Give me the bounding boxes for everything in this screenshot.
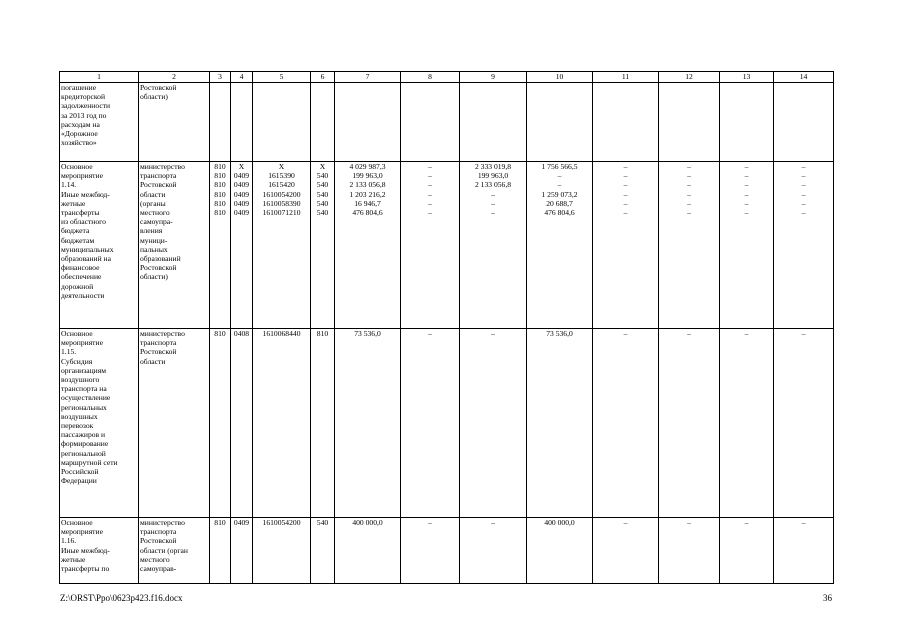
table-row bbox=[60, 83, 834, 162]
activity-name-cell bbox=[60, 329, 139, 518]
cell-line: – bbox=[623, 208, 628, 218]
cell-line: транспорта bbox=[140, 527, 177, 537]
column-header: 6 bbox=[311, 72, 335, 83]
cell-line: вления bbox=[140, 226, 163, 236]
cell-line: – bbox=[623, 198, 628, 208]
cell-line: кредиторской bbox=[61, 92, 106, 102]
cell-line: – bbox=[801, 198, 806, 208]
cell-line: Ростовской bbox=[140, 536, 177, 546]
table-header-row bbox=[60, 72, 834, 83]
cell-line: 0409 bbox=[233, 180, 250, 190]
cell-line: – bbox=[744, 171, 749, 181]
cell-line: Х bbox=[319, 162, 326, 171]
cell-line: 1.15. bbox=[61, 347, 77, 357]
value-cell bbox=[335, 518, 401, 584]
cell-line: – bbox=[623, 162, 628, 171]
value-cell bbox=[311, 162, 335, 329]
value-cell bbox=[593, 518, 659, 584]
cell-line: области (орган bbox=[140, 545, 188, 555]
cell-line: региональных bbox=[61, 402, 107, 412]
footer-file-path: Z:\ORST\Ppo\0623p423.f16.docx bbox=[60, 593, 183, 603]
cell-line: Иные межбюд- bbox=[61, 545, 110, 555]
value-cell bbox=[460, 518, 527, 584]
value-cell bbox=[253, 83, 311, 162]
cell-line: 810 bbox=[214, 198, 226, 208]
executor-cell bbox=[139, 518, 210, 584]
cell-line: 810 bbox=[214, 162, 226, 171]
cell-line: обеспечение bbox=[61, 272, 102, 282]
value-cell bbox=[720, 329, 774, 518]
executor-cell bbox=[139, 329, 210, 518]
value-cell bbox=[593, 162, 659, 329]
cell-line: – bbox=[491, 329, 495, 338]
column-header: 2 bbox=[139, 72, 210, 83]
value-cell bbox=[720, 518, 774, 584]
cell-line: министерство bbox=[140, 162, 185, 171]
value-cell bbox=[659, 162, 720, 329]
cell-line: – bbox=[687, 189, 691, 199]
value-cell bbox=[593, 329, 659, 518]
value-cell bbox=[311, 329, 335, 518]
cell-line: транспорта bbox=[140, 171, 177, 181]
cell-line: министерство bbox=[140, 329, 185, 338]
cell-line: местного bbox=[140, 208, 170, 218]
cell-line: 73 536,0 bbox=[354, 329, 381, 338]
value-cell bbox=[460, 83, 527, 162]
cell-line: 1610071210 bbox=[262, 208, 301, 218]
value-cell bbox=[335, 162, 401, 329]
cell-line: – bbox=[744, 329, 749, 338]
cell-line: 400 000,0 bbox=[352, 518, 383, 527]
activity-name-cell bbox=[60, 518, 139, 584]
value-cell bbox=[774, 162, 834, 329]
value-cell bbox=[774, 518, 834, 584]
value-cell bbox=[401, 518, 460, 584]
column-header: 4 bbox=[231, 72, 253, 83]
cell-line: маршрутной сети bbox=[61, 457, 118, 467]
cell-line: 0409 bbox=[233, 208, 250, 218]
cell-line: – bbox=[428, 171, 432, 181]
cell-line: – bbox=[491, 189, 495, 199]
value-cell bbox=[231, 83, 253, 162]
column-header: 3 bbox=[210, 72, 231, 83]
cell-line: трансферты по bbox=[61, 564, 110, 574]
value-cell bbox=[460, 162, 527, 329]
value-cell bbox=[774, 329, 834, 518]
cell-line: формирование bbox=[61, 439, 109, 449]
cell-line: – bbox=[623, 171, 628, 181]
cell-line: воздушных bbox=[61, 411, 98, 421]
cell-line: 540 bbox=[316, 208, 329, 218]
cell-line: 73 536,0 bbox=[546, 329, 573, 338]
cell-line: 540 bbox=[316, 171, 329, 181]
cell-line: Х bbox=[238, 162, 245, 171]
cell-line: – bbox=[623, 189, 628, 199]
column-header: 12 bbox=[659, 72, 720, 83]
cell-line: 810 bbox=[214, 518, 226, 527]
value-cell bbox=[311, 83, 335, 162]
cell-line: – bbox=[557, 180, 562, 190]
value-cell bbox=[311, 518, 335, 584]
cell-line: – bbox=[623, 180, 628, 190]
cell-line: 1610058390 bbox=[262, 198, 301, 208]
value-cell bbox=[527, 83, 593, 162]
cell-line: 199 963,0 bbox=[477, 171, 509, 181]
cell-line: пассажиров и bbox=[61, 430, 106, 440]
cell-line: 476 804,6 bbox=[544, 208, 575, 218]
value-cell bbox=[774, 83, 834, 162]
cell-line: – bbox=[428, 162, 432, 171]
cell-line: дорожной bbox=[61, 281, 94, 291]
value-cell bbox=[335, 329, 401, 518]
column-header: 5 bbox=[253, 72, 311, 83]
cell-line: организациям bbox=[61, 365, 107, 375]
cell-line: региональной bbox=[61, 448, 106, 458]
cell-line: – bbox=[491, 208, 495, 218]
cell-line: погашение bbox=[61, 83, 97, 92]
cell-line: воздушного bbox=[61, 375, 100, 385]
cell-line: – bbox=[491, 198, 495, 208]
cell-line: задолженности bbox=[61, 101, 111, 111]
value-cell bbox=[659, 518, 720, 584]
cell-line: 1 259 073,2 bbox=[541, 189, 578, 199]
cell-line: – bbox=[744, 518, 749, 527]
cell-line: перевозок bbox=[61, 421, 94, 431]
value-cell bbox=[720, 162, 774, 329]
cell-line: самоупра- bbox=[140, 217, 173, 227]
cell-line: мероприятие bbox=[61, 171, 103, 181]
cell-line: министерство bbox=[140, 518, 185, 527]
cell-line: 810 bbox=[214, 189, 226, 199]
cell-line: – bbox=[687, 162, 691, 171]
cell-line: Ростовской bbox=[140, 347, 177, 357]
value-cell bbox=[253, 162, 311, 329]
cell-line: 0409 bbox=[233, 171, 250, 181]
cell-line: Х bbox=[278, 162, 285, 171]
value-cell bbox=[210, 329, 231, 518]
cell-line: 4 029 987,3 bbox=[349, 162, 386, 171]
cell-line: 2 133 056,8 bbox=[474, 180, 512, 190]
cell-line: 810 bbox=[214, 208, 226, 218]
cell-line: 1 203 216,2 bbox=[349, 189, 386, 199]
activity-name-cell bbox=[60, 162, 139, 329]
cell-line: финансовое bbox=[61, 263, 100, 273]
cell-line: – bbox=[801, 180, 806, 190]
cell-line: – bbox=[801, 518, 806, 527]
cell-line: 810 bbox=[214, 171, 226, 181]
cell-line: – bbox=[801, 171, 806, 181]
cell-line: – bbox=[428, 208, 432, 218]
cell-line: 1615420 bbox=[268, 180, 295, 190]
value-cell bbox=[231, 329, 253, 518]
value-cell bbox=[231, 162, 253, 329]
cell-line: 810 bbox=[214, 329, 226, 338]
cell-line: 540 bbox=[316, 198, 329, 208]
value-cell bbox=[401, 83, 460, 162]
cell-line: области) bbox=[140, 92, 168, 102]
cell-line: области bbox=[140, 356, 166, 366]
cell-line: муниципальных bbox=[61, 244, 114, 254]
cell-line: – bbox=[428, 198, 432, 208]
value-cell bbox=[210, 518, 231, 584]
cell-line: – bbox=[623, 329, 628, 338]
cell-line: 1610054200 bbox=[262, 189, 301, 199]
cell-line: бюджета bbox=[61, 226, 90, 236]
cell-line: – bbox=[801, 162, 806, 171]
value-cell bbox=[659, 83, 720, 162]
cell-line: Ростовской bbox=[140, 83, 177, 92]
value-cell bbox=[527, 518, 593, 584]
cell-line: 0409 bbox=[233, 518, 250, 527]
cell-line: 2 333 019,8 bbox=[474, 162, 512, 171]
cell-line: – bbox=[428, 189, 432, 199]
value-cell bbox=[659, 329, 720, 518]
executor-cell bbox=[139, 162, 210, 329]
value-cell bbox=[401, 329, 460, 518]
footer-page-number: 36 bbox=[823, 593, 832, 603]
cell-line: бюджетам bbox=[61, 235, 95, 245]
cell-line: 400 000,0 bbox=[544, 518, 575, 527]
value-cell bbox=[401, 162, 460, 329]
cell-line: 540 bbox=[316, 189, 329, 199]
cell-line: 199 963,0 bbox=[352, 171, 383, 181]
cell-line: – bbox=[687, 329, 691, 338]
cell-line: муници- bbox=[140, 235, 168, 245]
cell-line: мероприятие bbox=[61, 338, 103, 348]
cell-line: (органы bbox=[140, 198, 166, 208]
cell-line: 1 756 566,5 bbox=[541, 162, 578, 171]
activity-name-cell bbox=[60, 83, 139, 162]
cell-line: расходам на bbox=[61, 119, 100, 129]
table-row bbox=[60, 329, 834, 518]
column-header: 9 bbox=[460, 72, 527, 83]
value-cell bbox=[720, 83, 774, 162]
cell-line: 1610068440 bbox=[262, 329, 301, 338]
cell-line: – bbox=[623, 518, 628, 527]
cell-line: 540 bbox=[316, 518, 329, 527]
cell-line: – bbox=[744, 180, 749, 190]
cell-line: 1.16. bbox=[61, 536, 77, 546]
column-header: 7 bbox=[335, 72, 401, 83]
column-header: 13 bbox=[720, 72, 774, 83]
cell-line: Основное bbox=[61, 518, 93, 527]
value-cell bbox=[527, 329, 593, 518]
cell-line: 20 688,7 bbox=[546, 198, 573, 208]
cell-line: 1615390 bbox=[268, 171, 295, 181]
cell-line: мероприятие bbox=[61, 527, 103, 537]
cell-line: – bbox=[801, 189, 806, 199]
executor-cell bbox=[139, 83, 210, 162]
cell-line: Ростовской bbox=[140, 180, 177, 190]
cell-line: образований bbox=[140, 254, 181, 264]
cell-line: 540 bbox=[316, 180, 329, 190]
cell-line: области bbox=[140, 189, 166, 199]
column-header: 11 bbox=[593, 72, 659, 83]
cell-line: – bbox=[744, 198, 749, 208]
cell-line: 0408 bbox=[233, 329, 250, 338]
cell-line: Федерации bbox=[61, 476, 97, 486]
cell-line: образований на bbox=[61, 254, 111, 264]
cell-line: 1.14. bbox=[61, 180, 77, 190]
cell-line: – bbox=[744, 189, 749, 199]
value-cell bbox=[335, 83, 401, 162]
cell-line: – bbox=[687, 518, 691, 527]
cell-line: 0409 bbox=[233, 189, 250, 199]
cell-line: Субсидия bbox=[61, 356, 93, 366]
cell-line: деятельности bbox=[61, 290, 105, 300]
cell-line: транспорта bbox=[140, 338, 177, 348]
cell-line: за 2013 год по bbox=[61, 110, 107, 120]
cell-line: – bbox=[687, 180, 691, 190]
value-cell bbox=[460, 329, 527, 518]
budget-table bbox=[59, 71, 834, 584]
cell-line: жетные bbox=[61, 198, 86, 208]
cell-line: – bbox=[687, 171, 691, 181]
cell-line: 810 bbox=[316, 329, 329, 338]
value-cell bbox=[253, 329, 311, 518]
column-header: 8 bbox=[401, 72, 460, 83]
cell-line: – bbox=[428, 518, 432, 527]
cell-line: из областного bbox=[61, 217, 106, 227]
column-header: 10 bbox=[527, 72, 593, 83]
value-cell bbox=[593, 83, 659, 162]
column-header: 14 bbox=[774, 72, 834, 83]
cell-line: жетные bbox=[61, 554, 86, 564]
cell-line: 0409 bbox=[233, 198, 250, 208]
cell-line: – bbox=[744, 162, 749, 171]
value-cell bbox=[210, 83, 231, 162]
cell-line: местного bbox=[140, 554, 170, 564]
cell-line: – bbox=[491, 518, 495, 527]
cell-line: Российской bbox=[61, 467, 99, 477]
cell-line: 476 804,6 bbox=[352, 208, 383, 218]
cell-line: – bbox=[687, 208, 691, 218]
cell-line: 16 946,7 bbox=[354, 198, 381, 208]
cell-line: самоуправ- bbox=[140, 564, 177, 574]
table-row bbox=[60, 162, 834, 329]
cell-line: осуществление bbox=[61, 393, 111, 403]
column-header: 1 bbox=[60, 72, 139, 83]
table-row bbox=[60, 518, 834, 584]
cell-line: – bbox=[428, 329, 432, 338]
cell-line: пальных bbox=[140, 244, 168, 254]
cell-line: Иные межбюд- bbox=[61, 189, 110, 199]
cell-line: трансферты bbox=[61, 208, 100, 218]
cell-line: области) bbox=[140, 272, 168, 282]
value-cell bbox=[210, 162, 231, 329]
cell-line: Основное bbox=[61, 162, 93, 171]
cell-line: 1610054200 bbox=[262, 518, 301, 527]
cell-line: – bbox=[801, 208, 806, 218]
cell-line: Основное bbox=[61, 329, 93, 338]
cell-line: хозяйство» bbox=[61, 138, 97, 148]
cell-line: 2 133 056,8 bbox=[349, 180, 386, 190]
value-cell bbox=[527, 162, 593, 329]
cell-line: – bbox=[687, 198, 691, 208]
cell-line: – bbox=[744, 208, 749, 218]
cell-line: «Дорожное bbox=[61, 129, 98, 139]
cell-line: – bbox=[428, 180, 432, 190]
cell-line: 810 bbox=[214, 180, 226, 190]
cell-line: Ростовской bbox=[140, 263, 177, 273]
cell-line: транспорта на bbox=[61, 384, 107, 394]
cell-line: – bbox=[557, 171, 562, 181]
cell-line: – bbox=[801, 329, 806, 338]
value-cell bbox=[231, 518, 253, 584]
value-cell bbox=[253, 518, 311, 584]
